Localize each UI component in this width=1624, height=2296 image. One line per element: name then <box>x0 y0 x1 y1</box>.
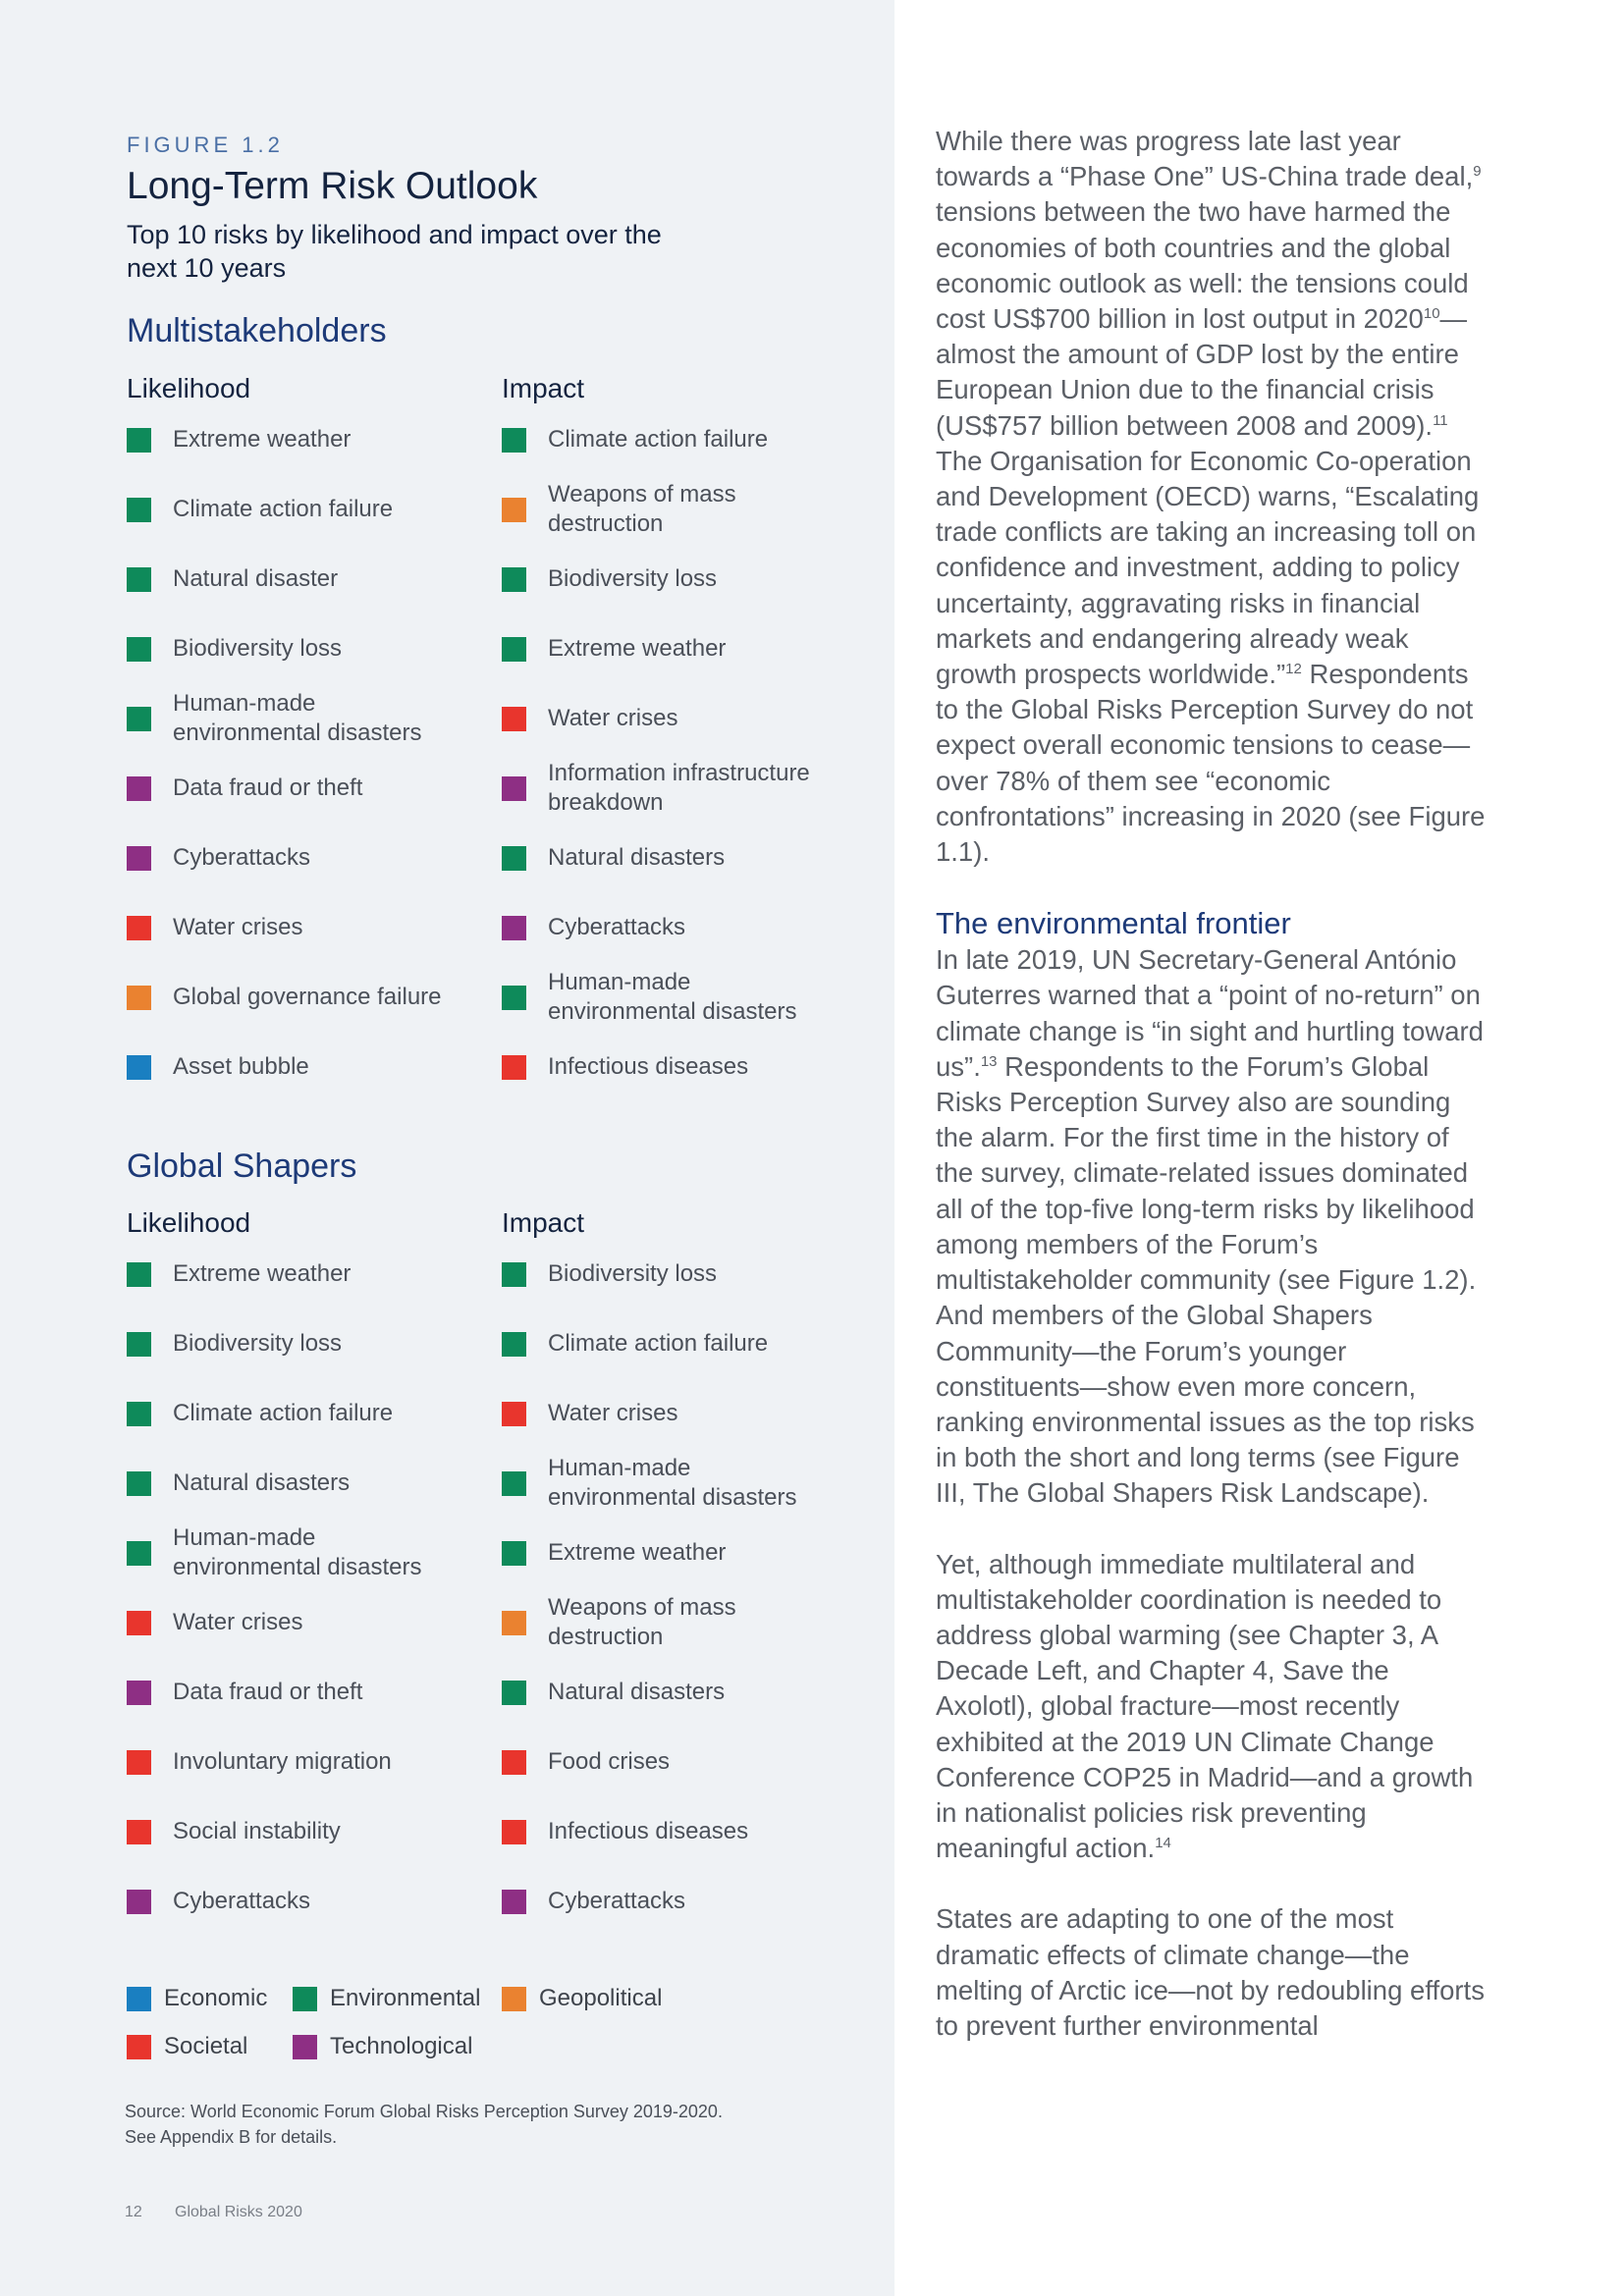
risk-label: Natural disasters <box>548 1679 726 1705</box>
risk-label: Weapons of mass destruction <box>548 481 736 537</box>
category-swatch <box>502 567 526 592</box>
risk-item-likelihood <box>127 624 451 673</box>
risk-label: Natural disasters <box>548 844 726 871</box>
legend-label: Societal <box>164 2033 248 2059</box>
category-swatch <box>127 1820 151 1844</box>
body-text-column <box>936 124 1486 2079</box>
global-shapers-likelihood-heading: Likelihood <box>127 1207 251 1238</box>
body-paragraph: States are adapting to one of the most dramatic effects of climate change—the melting of Arctic ice—not by redoubling efforts to prevent further environmental <box>936 1903 1485 2041</box>
risk-item-likelihood <box>127 1668 451 1717</box>
category-swatch <box>502 986 526 1010</box>
risk-item-impact <box>502 481 826 537</box>
legend-label: Environmental <box>330 1985 481 2011</box>
risk-label: Cyberattacks <box>173 1888 311 1914</box>
risk-label: Weapons of mass destruction <box>548 1594 736 1650</box>
category-swatch <box>127 1681 151 1705</box>
legend-label: Technological <box>330 2033 473 2059</box>
source-line: Source: World Economic Forum Global Risks Perception Survey 2019-2020. <box>125 2102 723 2121</box>
legend-swatch <box>127 1987 151 2011</box>
risk-label: Human-made environmental disasters <box>548 969 797 1025</box>
risk-item-likelihood <box>127 1042 451 1092</box>
category-swatch <box>127 1541 151 1566</box>
risk-label: Water crises <box>173 1609 303 1635</box>
risk-item-likelihood <box>127 555 451 604</box>
risk-item-impact <box>502 624 826 673</box>
category-swatch <box>502 1750 526 1775</box>
multistakeholders-impact-heading: Impact <box>502 373 585 403</box>
category-swatch <box>502 637 526 662</box>
risk-item-likelihood <box>127 690 451 746</box>
category-swatch <box>502 428 526 453</box>
category-swatch <box>502 498 526 522</box>
category-swatch <box>127 1262 151 1287</box>
source-note <box>125 2099 812 2150</box>
category-swatch <box>127 498 151 522</box>
risk-item-impact <box>502 415 826 464</box>
category-swatch <box>502 1611 526 1635</box>
risk-label: Climate action failure <box>548 1330 769 1357</box>
risk-item-likelihood <box>127 973 451 1022</box>
risk-item-impact <box>502 1528 826 1577</box>
risk-label: Water crises <box>548 705 678 731</box>
risk-label: Extreme weather <box>548 1539 727 1566</box>
risk-label: Cyberattacks <box>548 914 686 940</box>
category-swatch <box>127 637 151 662</box>
page-number: 12 <box>125 2204 142 2220</box>
risk-label: Infectious diseases <box>548 1053 749 1080</box>
category-swatch <box>502 846 526 871</box>
category-swatch <box>127 1055 151 1080</box>
legend-swatch <box>293 1987 317 2011</box>
category-swatch <box>127 986 151 1010</box>
risk-label: Natural disasters <box>173 1469 351 1496</box>
risk-item-impact <box>502 1250 826 1299</box>
section-heading-environmental-frontier: The environmental frontier <box>936 906 1291 941</box>
category-swatch <box>127 707 151 731</box>
figure-subtitle: Top 10 risks by likelihood and impact over the next 10 years <box>127 220 662 283</box>
legend-swatch <box>502 1987 526 2011</box>
risk-item-impact <box>502 1389 826 1438</box>
risk-item-likelihood <box>127 764 451 813</box>
risk-item-impact <box>502 555 826 604</box>
risk-item-likelihood <box>127 1250 451 1299</box>
figure-title: Long-Term Risk Outlook <box>127 165 538 207</box>
risk-label: Extreme weather <box>173 1260 352 1287</box>
legend-swatch <box>127 2035 151 2059</box>
category-swatch <box>502 916 526 940</box>
risk-label: Climate action failure <box>173 496 394 522</box>
risk-label: Human-made environmental disasters <box>173 1524 422 1580</box>
risk-label: Water crises <box>173 914 303 940</box>
risk-label: Information infrastructure breakdown <box>548 760 810 816</box>
risk-item-likelihood <box>127 833 451 882</box>
legend-item <box>502 1985 662 2012</box>
multistakeholders-likelihood-heading: Likelihood <box>127 373 251 403</box>
category-swatch <box>127 1402 151 1426</box>
category-swatch <box>502 776 526 801</box>
risk-item-impact <box>502 1455 826 1511</box>
risk-label: Data fraud or theft <box>173 774 363 801</box>
risk-label: Biodiversity loss <box>548 1260 718 1287</box>
body-paragraph: In late 2019, UN Secretary-General António Guterres warned that a “point of no-return” on climate change is “in sight and hurtling toward us”.$^{13}$ Respondents to the Forum’s Global Risks Perception Survey also are sounding the alarm. For the first time in the history of the survey, climate-related issues dominated all of the top-five long-term risks by likelihood among members of the Forum’s multistakeholder community (see Figure 1.2). And members of the Global Shapers Community—the Forum’s younger constituents—show even more concern, ranking environmental issues as the top risks in both the short and long terms (see Figure III, The Global Shapers Risk Landscape). <box>936 944 1484 1509</box>
legend-item <box>127 1985 267 2012</box>
risk-item-impact <box>502 969 826 1025</box>
category-swatch <box>127 1750 151 1775</box>
legend-item <box>293 1985 480 2012</box>
risk-label: Natural disaster <box>173 565 339 592</box>
risk-item-likelihood <box>127 1807 451 1856</box>
risk-item-impact <box>502 1807 826 1856</box>
risk-item-likelihood <box>127 1459 451 1508</box>
legend-item <box>127 2033 247 2060</box>
risk-label: Climate action failure <box>173 1400 394 1426</box>
category-swatch <box>502 707 526 731</box>
risk-item-impact <box>502 1668 826 1717</box>
source-details-line: See Appendix B for details. <box>125 2127 338 2147</box>
category-swatch <box>127 1471 151 1496</box>
risk-item-impact <box>502 694 826 743</box>
risk-item-impact <box>502 1737 826 1787</box>
risk-label: Cyberattacks <box>173 844 311 871</box>
risk-label: Asset bubble <box>173 1053 309 1080</box>
risk-item-impact <box>502 903 826 952</box>
category-swatch <box>127 916 151 940</box>
risk-label: Biodiversity loss <box>173 635 343 662</box>
category-swatch <box>502 1332 526 1357</box>
legend-swatch <box>293 2035 317 2059</box>
legend-label: Geopolitical <box>539 1985 663 2011</box>
risk-label: Global governance failure <box>173 984 442 1010</box>
category-swatch <box>502 1820 526 1844</box>
category-swatch <box>127 846 151 871</box>
risk-item-impact <box>502 1319 826 1368</box>
risk-label: Involuntary migration <box>173 1748 392 1775</box>
risk-label: Extreme weather <box>548 635 727 662</box>
risk-label: Human-made environmental disasters <box>173 690 422 746</box>
risk-item-likelihood <box>127 903 451 952</box>
category-swatch <box>127 1890 151 1914</box>
risk-label: Social instability <box>173 1818 341 1844</box>
category-swatch <box>502 1262 526 1287</box>
risk-label: Data fraud or theft <box>173 1679 363 1705</box>
category-swatch <box>127 428 151 453</box>
risk-item-likelihood <box>127 1524 451 1580</box>
risk-label: Infectious diseases <box>548 1818 749 1844</box>
risk-label: Biodiversity loss <box>173 1330 343 1357</box>
risk-item-impact <box>502 1594 826 1650</box>
body-paragraph: Yet, although immediate multilateral and multistakeholder coordination is needed to address global warming (see Chapter 3, A Decade Left, and Chapter 4, Save the Axolotl), global fracture—most recently exhibited at the 2019 UN Climate Change Conference COP25 in Madrid—and a growth in nationalist policies risk preventing meaningful action.$^{14}$ <box>936 1548 1474 1864</box>
risk-item-impact <box>502 833 826 882</box>
risk-item-likelihood <box>127 1389 451 1438</box>
category-swatch <box>502 1681 526 1705</box>
risk-label: Extreme weather <box>173 426 352 453</box>
risk-item-likelihood <box>127 1598 451 1647</box>
category-swatch <box>502 1402 526 1426</box>
body-paragraph: While there was progress late last year towards a “Phase One” US-China trade deal,$^9$ tensions between the two have harmed the economies of both countries and the global economic outlook as well: the tensions could cost US$700 billion in lost output in 2020$^{10}$—almost the amount of GDP lost by the entire European Union due to the financial crisis (US$757 billion between 2008 and 2009).$^{11}$ The Organisation for Economic Co-operation and Development (OECD) warns, “Escalating trade conflicts are taking an increasing toll on confidence and investment, adding to policy uncertainty, aggravating risks in financial markets and endangering already weak growth prospects worldwide.”$^{12}$ Respondents to the Global Risks Perception Survey do not expect overall economic tensions to cease—over 78% of them see “economic confrontations” increasing in 2020 (see Figure 1.1). <box>936 126 1486 868</box>
legend-label: Economic <box>164 1985 268 2011</box>
risk-label: Biodiversity loss <box>548 565 718 592</box>
risk-label: Human-made environmental disasters <box>548 1455 797 1511</box>
risk-item-impact <box>502 1042 826 1092</box>
risk-item-likelihood <box>127 1877 451 1926</box>
risk-item-impact <box>502 1877 826 1926</box>
risk-label: Food crises <box>548 1748 671 1775</box>
risk-label: Climate action failure <box>548 426 769 453</box>
risk-item-likelihood <box>127 415 451 464</box>
category-swatch <box>127 1611 151 1635</box>
risk-item-likelihood <box>127 1319 451 1368</box>
risk-item-likelihood <box>127 485 451 534</box>
category-swatch <box>127 776 151 801</box>
risk-item-likelihood <box>127 1737 451 1787</box>
multistakeholders-title: Multistakeholders <box>127 312 387 349</box>
publication-name: Global Risks 2020 <box>175 2204 302 2220</box>
category-swatch <box>502 1890 526 1914</box>
legend-item <box>293 2033 472 2060</box>
global-shapers-impact-heading: Impact <box>502 1207 585 1238</box>
category-swatch <box>502 1541 526 1566</box>
category-swatch <box>502 1055 526 1080</box>
risk-label: Cyberattacks <box>548 1888 686 1914</box>
risk-item-impact <box>502 760 826 816</box>
category-swatch <box>127 567 151 592</box>
risk-label: Water crises <box>548 1400 678 1426</box>
global-shapers-title: Global Shapers <box>127 1148 357 1185</box>
category-swatch <box>127 1332 151 1357</box>
figure-label: FIGURE 1.2 <box>127 133 284 157</box>
category-swatch <box>502 1471 526 1496</box>
